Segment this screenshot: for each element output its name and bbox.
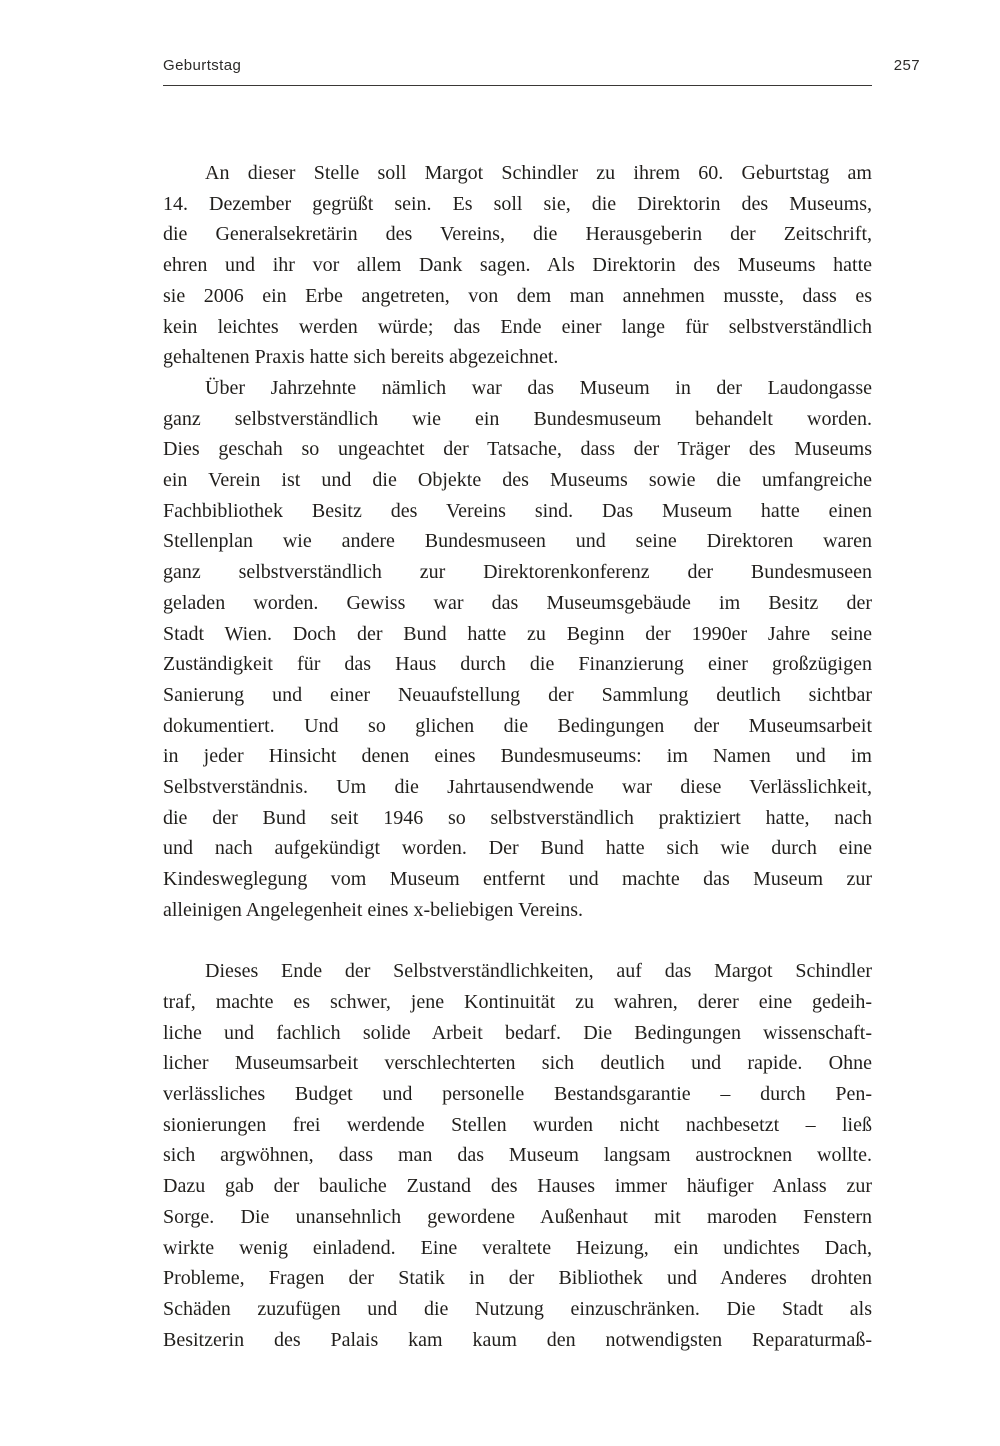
text-line: und nach aufgekündigt worden. Der Bund hatte sich wie durch eine <box>163 837 872 860</box>
text-line: ehren und ihr vor allem Dank sagen. Als Direktorin des Museums hatte <box>163 254 872 277</box>
text-line: Selbstverständnis. Um die Jahrtausendwende war diese Verlässlichkeit, <box>163 776 872 799</box>
text-line: Sorge. Die unansehnlich gewordene Außenhaut mit maroden Fenstern <box>163 1205 872 1228</box>
text-line: sie 2006 ein Erbe angetreten, von dem man annehmen musste, dass es <box>163 284 872 307</box>
text-line: Dies geschah so ungeachtet der Tatsache, dass der Träger des Museums <box>163 438 872 461</box>
running-header-title: Geburtstag <box>163 57 242 74</box>
text-line: Stadt Wien. Doch der Bund hatte zu Beginn der 1990er Jahre seine <box>163 622 872 645</box>
text-line: ein Verein ist und die Objekte des Museums sowie die umfangreiche <box>163 469 872 492</box>
text-line: ganz selbstverständlich wie ein Bundesmuseum behandelt worden. <box>163 407 872 430</box>
text-line: Kindesweglegung vom Museum entfernt und machte das Museum zur <box>163 868 872 891</box>
text-line: sich argwöhnen, dass man das Museum langsam austrocknen wollte. <box>163 1144 872 1167</box>
text-line: die der Bund seit 1946 so selbstverständlich praktiziert hatte, nach <box>163 806 872 829</box>
text-line: dokumentiert. Und so glichen die Bedingungen der Museumsarbeit <box>163 714 872 737</box>
running-header <box>163 57 920 79</box>
page-content <box>163 57 920 1355</box>
text-line: liche und fachlich solide Arbeit bedarf. Die Bedingungen wissenschaft- <box>163 1021 872 1044</box>
text-line: An dieser Stelle soll Margot Schindler zu ihrem 60. Geburtstag am <box>205 162 872 184</box>
header-rule <box>163 85 872 86</box>
text-line: 14. Dezember gegrüßt sein. Es soll sie, die Direktorin des Museums, <box>163 192 872 215</box>
text-line: Probleme, Fragen der Statik in der Bibliothek und Anderes drohten <box>163 1267 872 1290</box>
text-line: Zuständigkeit für das Haus durch die Finanzierung einer großzügigen <box>163 653 872 676</box>
text-line: Dieses Ende der Selbstverständlichkeiten, auf das Margot Schindler <box>205 960 872 983</box>
body-text <box>163 158 872 1355</box>
text-line: kein leichtes werden würde; das Ende einer lange für selbstverständlich <box>163 315 872 338</box>
text-line: Schäden zuzufügen und die Nutzung einzuschränken. Die Stadt als <box>163 1298 872 1320</box>
paragraph <box>163 956 872 1355</box>
text-line: in jeder Hinsicht denen eines Bundesmuseums: im Namen und im <box>163 745 872 768</box>
text-line: Besitzerin des Palais kam kaum den notwendigsten Reparaturmaß- <box>163 1328 872 1351</box>
text-line: geladen worden. Gewiss war das Museumsgebäude im Besitz der <box>163 591 872 614</box>
paragraph <box>163 373 872 926</box>
text-line: ganz selbstverständlich zur Direktorenkonferenz der Bundesmuseen <box>163 561 872 584</box>
text-line: verlässliches Budget und personelle Bestandsgarantie – durch Pen- <box>163 1083 872 1106</box>
text-line: gehaltenen Praxis hatte sich bereits abgezeichnet. <box>163 346 559 369</box>
text-line: wirkte wenig einladend. Eine veraltete Heizung, ein undichtes Dach, <box>163 1236 872 1259</box>
text-line: sionierungen frei werdende Stellen wurden nicht nachbesetzt – ließ <box>163 1113 872 1136</box>
text-line: Stellenplan wie andere Bundesmuseen und seine Direktoren waren <box>163 530 872 553</box>
text-line: Sanierung und einer Neuaufstellung der Sammlung deutlich sichtbar <box>163 683 872 706</box>
text-line: alleinigen Angelegenheit eines x-beliebigen Vereins. <box>163 898 584 921</box>
text-line: Dazu gab der bauliche Zustand des Hauses immer häufiger Anlass zur <box>163 1175 872 1198</box>
text-line: Über Jahrzehnte nämlich war das Museum in der Laudongasse <box>205 376 872 399</box>
text-line: traf, machte es schwer, jene Kontinuität zu wahren, derer eine gedeih- <box>163 990 872 1013</box>
paragraph <box>163 158 872 373</box>
text-line: Fachbibliothek Besitz des Vereins sind. Das Museum hatte einen <box>163 499 872 522</box>
text-line: die Generalsekretärin des Vereins, die Herausgeberin der Zeitschrift, <box>163 223 872 246</box>
text-line: licher Museumsarbeit verschlechterten sich deutlich und rapide. Ohne <box>163 1052 872 1075</box>
page-number: 257 <box>893 57 920 74</box>
